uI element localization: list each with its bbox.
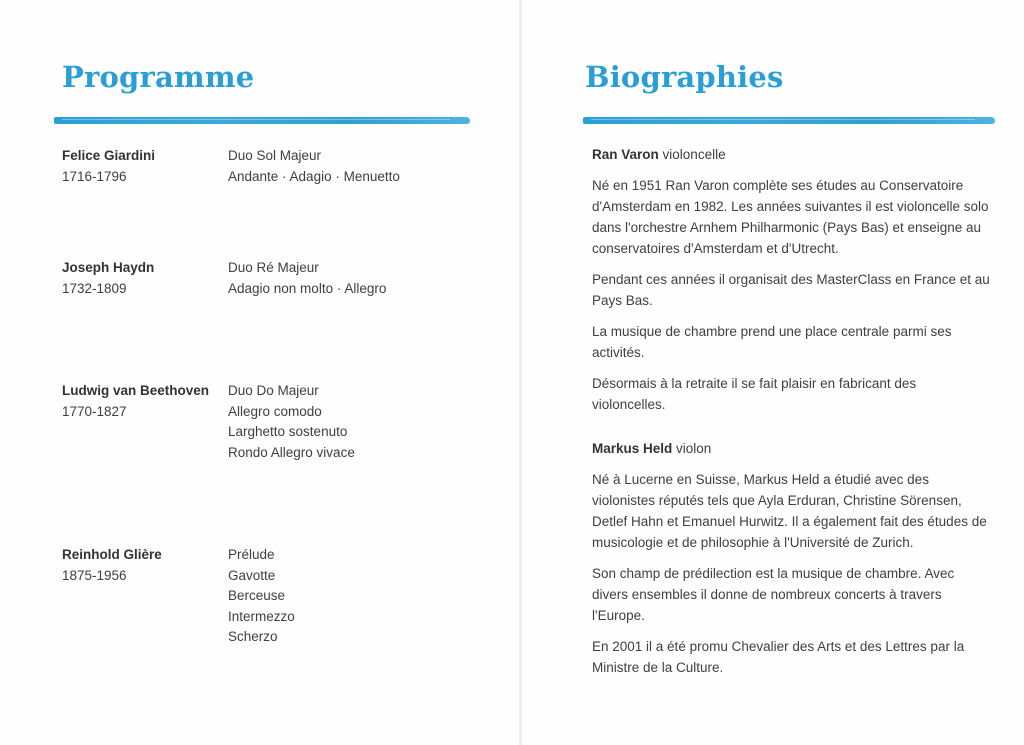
biography-paragraph: Né à Lucerne en Suisse, Markus Held a étudié avec des violonistes réputés tels que Ayla Erduran, Christine Sörensen, Detlef Hahn et Emanuel Hurwitz. Il a également fait des études de musicologie et de philosophie à l'Université de Zurich. [592,472,987,550]
biography-paragraph: La musique de chambre prend une place centrale parmi ses activités. [592,324,952,360]
work-line: Intermezzo [228,608,295,624]
biographies-brush-divider [583,117,995,124]
programme-entry-composer [62,381,222,422]
composer-years: 1716-1796 [62,168,127,184]
composer-name: Joseph Haydn [62,260,155,275]
biography-paragraph: Désormais à la retraite il se fait plaisir en fabricant des violoncelles. [592,376,917,412]
composer-years: 1770-1827 [62,403,127,419]
biography-markus-held [592,438,992,688]
biography-title [592,144,992,165]
biography-paragraph: Né en 1951 Ran Varon complète ses études au Conservatoire d'Amsterdam en 1982. Les années suivantes il est violoncelle solo dans l'orchestre Arnhem Philharmonic (Pays Bas) et enseigne au conservatoires d'Amsterdam et d'Utrecht. [592,178,989,256]
programme-heading: Programme [62,60,255,94]
work-line: Prélude [228,547,275,562]
programme-entry-composer [62,545,222,586]
performer-instrument: violon [676,441,712,456]
composer-name: Ludwig van Beethoven [62,383,210,398]
programme-entry-works [228,545,488,648]
work-line: Adagio non molto · Allegro [228,280,387,296]
composer-name: Felice Giardini [62,148,156,163]
biography-ran-varon [592,144,992,425]
composer-years: 1875-1956 [62,567,127,583]
programme-brush-divider [54,117,470,124]
programme-entry-works [228,381,488,463]
work-line: Andante · Adagio · Menuetto [228,168,400,184]
performer-instrument: violoncelle [662,147,726,162]
performer-name: Markus Held [592,441,673,456]
work-line: Allegro comodo [228,403,322,419]
biographies-heading: Biographies [585,60,784,94]
programme-entry-composer [62,258,222,299]
work-line: Berceuse [228,588,286,603]
biography-paragraph: En 2001 il a été promu Chevalier des Arts et des Lettres par la Ministre de la Culture. [592,639,965,675]
programme-entry-works [228,146,488,187]
work-line: Duo Ré Majeur [228,260,319,275]
programme-entry-composer [62,146,222,187]
work-line: Gavotte [228,567,276,583]
work-line: Larghetto sostenuto [228,424,348,439]
biography-paragraph: Pendant ces années il organisait des MasterClass en France et au Pays Bas. [592,272,990,308]
biography-title [592,438,992,459]
composer-years: 1732-1809 [62,280,127,296]
work-line: Duo Do Majeur [228,383,319,398]
work-line: Scherzo [228,629,278,644]
programme-entry-works [228,258,488,299]
work-line: Duo Sol Majeur [228,148,322,163]
work-line: Rondo Allegro vivace [228,444,355,460]
performer-name: Ran Varon [592,147,659,162]
composer-name: Reinhold Glière [62,547,162,562]
biography-paragraph: Son champ de prédilection est la musique de chambre. Avec divers ensembles il donne de nombreux concerts à travers l'Europe. [592,566,955,623]
